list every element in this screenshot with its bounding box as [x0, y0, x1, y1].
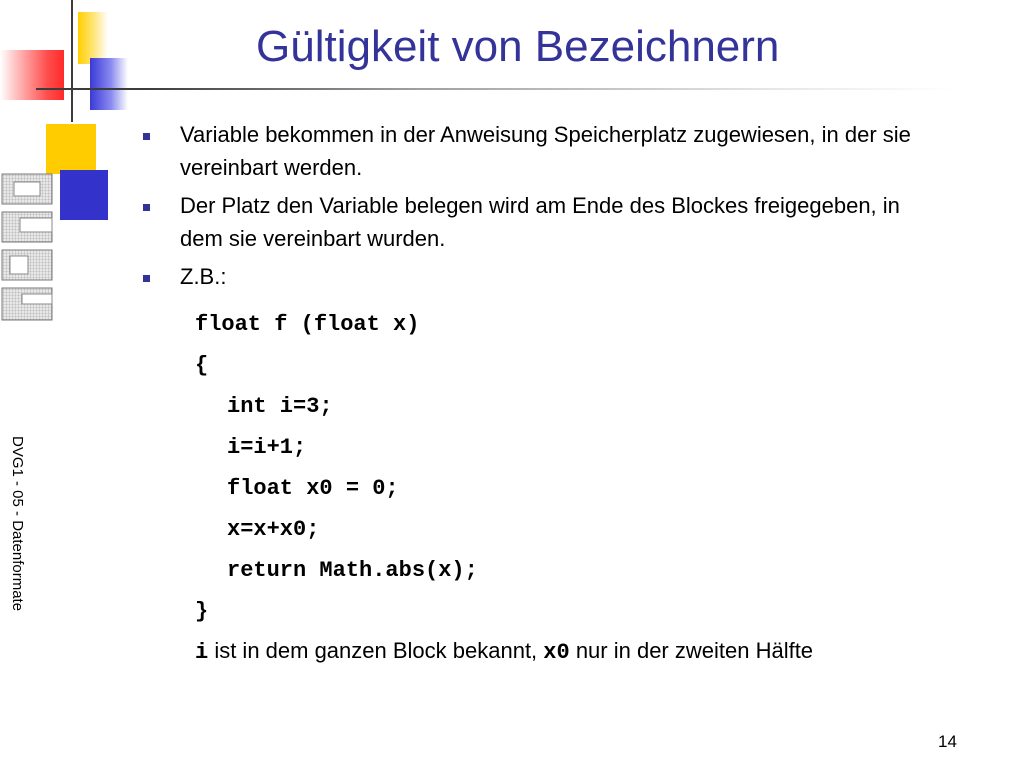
note-text: ist in dem ganzen Block bekannt,: [208, 638, 544, 663]
scope-note: [195, 636, 813, 668]
bullet-text: Z.B.:: [180, 264, 227, 289]
bullet-item: [140, 260, 940, 293]
decor-blue-bar: [90, 58, 128, 110]
note-text: nur in der zweiten Hälfte: [569, 638, 814, 663]
decor-blue-square: [60, 170, 108, 220]
code-line: float f (float x): [195, 312, 420, 337]
code-block: [195, 306, 478, 634]
note-var-x0: x0: [543, 640, 570, 665]
bullet-text: Variable bekommen in der Anweisung Speicherplatz zugewiesen, in der sie vereinbart werden.: [180, 122, 911, 180]
bullet-square-icon: [143, 133, 150, 140]
code-line: return Math.abs(x);: [227, 558, 478, 583]
slide-title: Gültigkeit von Bezeichnern: [256, 22, 780, 71]
bullet-square-icon: [143, 275, 150, 282]
page-number: 14: [938, 732, 957, 751]
code-line: i=i+1;: [227, 435, 307, 460]
decor-yellow-square: [46, 124, 96, 174]
side-logo-icon: [0, 172, 56, 324]
bullet-list: [140, 118, 940, 298]
code-line: x=x+x0;: [227, 517, 320, 542]
decor-yellow-bar: [78, 12, 108, 64]
bullet-item: [140, 118, 940, 184]
code-line: int i=3;: [227, 394, 333, 419]
code-line: float x0 = 0;: [227, 476, 399, 501]
bullet-text: Der Platz den Variable belegen wird am Ende des Blockes freigegeben, in dem sie vereinbart wurden.: [180, 193, 900, 251]
bullet-item: [140, 189, 940, 255]
decor-vertical-line: [71, 0, 73, 122]
code-line: {: [195, 353, 209, 378]
decor-horizontal-line: [36, 88, 956, 90]
bullet-square-icon: [143, 204, 150, 211]
code-line: }: [195, 599, 209, 624]
side-label: DVG1 - 05 - Datenformate: [9, 436, 26, 612]
decor-red-square: [0, 50, 64, 100]
note-var-i: i: [195, 640, 209, 665]
